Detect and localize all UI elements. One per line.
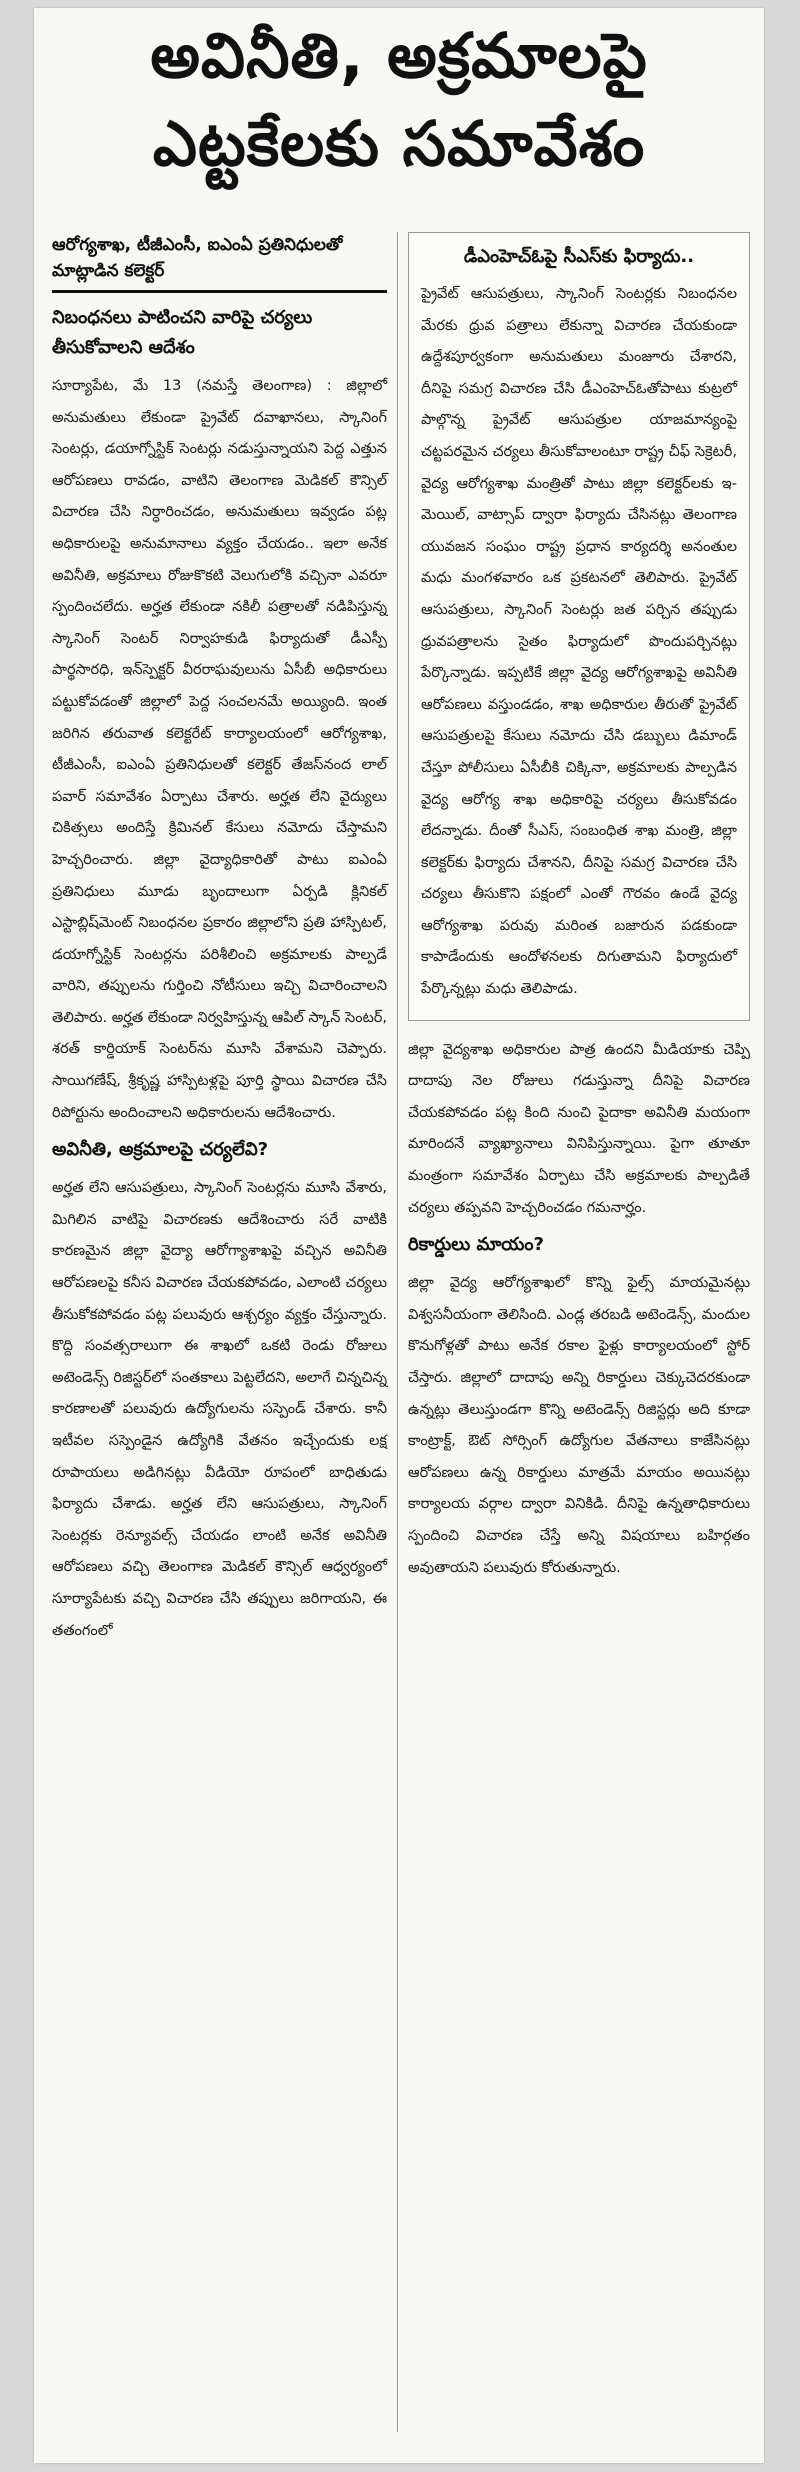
box-body: ప్రైవేట్ ఆసుపత్రులు, స్కానింగ్ సెంటర్లకు నిబంధనల మేరకు ధ్రువ పత్రాలు లేకున్నా విచారణ చేయకుండా ఉద్దేశపూర్వకంగా అనుమతులు మంజూరు చేశారని, దీనిపై సమగ్ర విచారణ చేసి డీఎంహెచ్ఓతోపాటు కుట్రలో పాల్గొన్న ప్రైవేట్ ఆసుపత్రుల యాజమాన్యంపై చట్టపరమైన చర్యలు తీసుకోవాలంటూ రాష్ట్ర చీఫ్ సెక్రెటరీ, వైద్య ఆరోగ్యశాఖ మంత్రితో పాటు జిల్లా కలెక్టర్‌లకు ఇ-మెయిల్, వాట్సాప్ ద్వారా ఫిర్యాదు చేసినట్లు తెలంగాణ యువజన సంఘం రాష్ట్ర ప్రధాన కార్యదర్శి అనంతుల మధు మంగళవారం ఒక ప్రకటనలో తెలిపారు. ప్రైవేట్ ఆసుపత్రులు, స్కానింగ్ సెంటర్లు జత పర్చిన తప్పుడు ధ్రువపత్రాలను సైతం ఫిర్యాదులో పొందుపర్చినట్లు పేర్కొన్నాడు. ఇప్పటికే జిల్లా వైద్య ఆరోగ్యశాఖపై అవినీతి ఆరోపణలు వస్తుండడం, శాఖ అధికారుల తీరుతో ప్రైవేట్ ఆసుపత్రులపై కేసులు నమోదు చేసి డబ్బులు డిమాండ్ చేస్తూ పోలీసులు ఏసీబీకి చిక్కినా, అక్రమాలకు పాల్పడిన వైద్య ఆరోగ్య శాఖ అధికారిపై చర్యలు తీసుకోవడం లేదన్నాడు. దీంతో సీఎస్, సంబంధిత శాఖ మంత్రి, జిల్లా కలెక్టర్‌కు ఫిర్యాదు చేశానని, దీనిపై సమగ్ర విచారణ చేసి చర్యలు తీసుకొని పక్షంలో ఎంతో గౌరవం ఉండే వైద్య ఆరోగ్యశాఖ పరువు మరింత బజారున పడకుండా కాపాడేందుకు ఆందోళనలకు దిగుతామని ఫిర్యాదులో పేర్కొన్నట్లు మధు తెలిపాడు.	[421, 286, 737, 998]
subheading-corruption: అవినీతి, అక్రమాలపై చర్యలేవి?	[52, 1139, 269, 1161]
headline	[34, 12, 764, 188]
headline-line-2: ఎట్టకేలకు సమావేశం	[152, 107, 646, 180]
left-column	[52, 232, 387, 1647]
box-title: డీఎంహెచ్ఓపై సీఎస్‌కు ఫిర్యాదు..	[463, 246, 695, 267]
article-body-records: జిల్లా వైద్య ఆరోగ్యశాఖలో కొన్ని ఫైల్స్ మాయమైనట్లు విశ్వసనీయంగా తెలిసింది. ఎండ్ల తరబడి అటెండెన్స్, మందుల కొనుగోళ్లతో పాటు అనేక రకాల ఫైళ్లు కార్యాలయంలో స్టోర్ చేస్తారు. జిల్లాలో దాదాపు అన్ని రికార్డులు చెక్కుచెదరకుండా ఉన్నట్లు తెలుస్తుండగా కొన్ని అటెండెన్స్ రిజిస్టర్లు అది కూడా కాంట్రాక్ట్, ఔట్ సోర్సింగ్ ఉద్యోగుల వేతనాలు కాజేసినట్లు ఆరోపణలు ఉన్న రికార్డులు మాత్రమే మాయం అయినట్లు కార్యాలయ వర్గాల ద్వారా వినికిడి. దీనిపై ఉన్నతాధికారులు స్పందించి విచారణ చేస్తే అన్ని విషయాలు బహిర్గతం అవుతాయని పలువురు కోరుతున్నారు.	[408, 1275, 750, 1576]
headline-line-1: అవినీతి, అక్రమాలపై	[150, 19, 648, 92]
column-divider	[397, 232, 398, 2432]
article-body: సూర్యాపేట, మే 13 (నమస్తే తెలంగాణ) : జిల్లాలో అనుమతులు లేకుండా ప్రైవేట్ దవాఖానలు, స్కానింగ్ సెంటర్లు, డయాగ్నోస్టిక్ సెంటర్లు నడుస్తున్నాయని పెద్ద ఎత్తున ఆరోపణలు రావడం, వాటిని తెలంగాణ మెడికల్ కౌన్సిల్ విచారణ చేసి నిర్ధారించడం, అనుమతులు ఇవ్వడం పట్ల అధికారులపై అనుమానాలు వ్యక్తం చేయడం.. ఇలా అనేక అవినీతి, అక్రమాలు రోజుకొకటి వెలుగులోకి వచ్చినా ఎవరూ స్పందించలేదు. అర్హత లేకుండా నకిలీ పత్రాలతో నడిపిస్తున్న స్కానింగ్ సెంటర్ నిర్వాహకుడి ఫిర్యాదుతో డీఎస్పీ పార్థసారధి, ఇన్‌స్పెక్టర్ వీరరాఘవులును ఏసీబీ అధికారులు పట్టుకోవడంతో జిల్లాలో పెద్ద సంచలనమే అయ్యింది. ఇంత జరిగిన తరువాత కలెక్టరేట్ కార్యాలయంలో ఆరోగ్యశాఖ, టీజీఎంసీ, ఐఎంఏ ప్రతినిధులతో కలెక్టర్ తేజస్‌నంద లాల్ పవార్ సమావేశం ఏర్పాటు చేశారు. అర్హత లేని వైద్యులు చికిత్సలు అందిస్తే క్రిమినల్ కేసులు నమోదు చేస్తామని హెచ్చరించారు. జిల్లా వైద్యాధికారితో పాటు ఐఎంఏ ప్రతినిధులు మూడు బృందాలుగా ఏర్పడి క్లినికల్ ఎస్టాబ్లిష్‌మెంట్ నిబంధనల ప్రకారం జిల్లాలోని ప్రతి హాస్పిటల్, డయాగ్నోస్టిక్ సెంటర్లను పరిశీలించి అక్రమాలకు పాల్పడే వారిని, తప్పులను గుర్తించి నోటీసులు ఇచ్చి విచారించాలని తెలిపారు. అర్హత లేకుండా నిర్వహిస్తున్న ఆపిల్ స్కాన్ సెంటర్, శరత్ కార్డియాక్ సెంటర్‌ను మూసి వేశామని చెప్పారు. సాయిగణేష్, శ్రీకృష్ణ హాస్పిటళ్లపై పూర్తి స్థాయి విచారణ చేసి రిపోర్టును అందించాలని అధికారులను ఆదేశించారు.	[52, 378, 387, 1121]
sidebar-box	[408, 232, 750, 1021]
article-continuation: జిల్లా వైద్యశాఖ అధికారుల పాత్ర ఉందని మీడియాకు చెప్పి దాదాపు నెల రోజులు గడుస్తున్నా దీనిపై విచారణ చేయకపోవడం పట్ల కింది నుంచి పైదాకా అవినీతి మయంగా మారిందనే వ్యాఖ్యానాలు వినిపిస్తున్నాయి. పైగా తూతూ మంత్రంగా సమావేశం ఏర్పాటు చేసి అక్రమాలకు పాల్పడితే చర్యలు తప్పవని హెచ్చరించడం గమనార్హం.	[408, 1041, 750, 1216]
subheading-records: రికార్డులు మాయం?	[408, 1234, 544, 1256]
subheading: నిబంధనలు పాటించని వారిపై చర్యలు తీసుకోవాలని ఆదేశం	[52, 307, 313, 358]
right-column	[408, 232, 750, 1584]
strap-line: ఆరోగ్యశాఖ, టీజీఎంసీ, ఐఎంఏ ప్రతినిధులతో మాట్లాడిన కలెక్టర్	[52, 232, 387, 293]
article-body-2: అర్హత లేని ఆసుపత్రులు, స్కానింగ్ సెంటర్లను మూసి వేశారు, మిగిలిన వాటిపై విచారణకు ఆదేశించారు సరే వాటికి కారణమైన జిల్లా వైద్యా ఆరోగ్యాశాఖపై వచ్చిన అవినీతి ఆరోపణలపై కనీస విచారణ చేయకపోవడం, ఎలాంటి చర్యలు తీసుకోకపోవడం పట్ల పలువురు ఆశ్చర్యం వ్యక్తం చేస్తున్నారు. కొద్ది సంవత్సరాలుగా ఈ శాఖలో ఒకటి రెండు రోజులు అటెండెన్స్ రిజిస్టర్‌లో సంతకాలు పెట్టలేదని, అలాగే చిన్నచిన్న కారణాలతో పలువురు ఉద్యోగులను సస్పెండ్ చేశారు. కానీ ఇటీవల సస్పెండైన ఉద్యోగికి వేతనం ఇచ్చేందుకు లక్ష రూపాయలు అడిగినట్లు వీడియో రూపంలో బాధితుడు ఫిర్యాదు చేశాడు. అర్హత లేని ఆసుపత్రులు, స్కానింగ్ సెంటర్లకు రెన్యూవల్స్ చేయడం లాంటి అనేక అవినీతి ఆరోపణలు వచ్చి తెలంగాణ మెడికల్ కౌన్సిల్ ఆధ్వర్యంలో సూర్యాపేటకు వచ్చి విచారణ చేసి తప్పులు జరిగాయని, ఈ తతంగంలో	[52, 1180, 387, 1639]
